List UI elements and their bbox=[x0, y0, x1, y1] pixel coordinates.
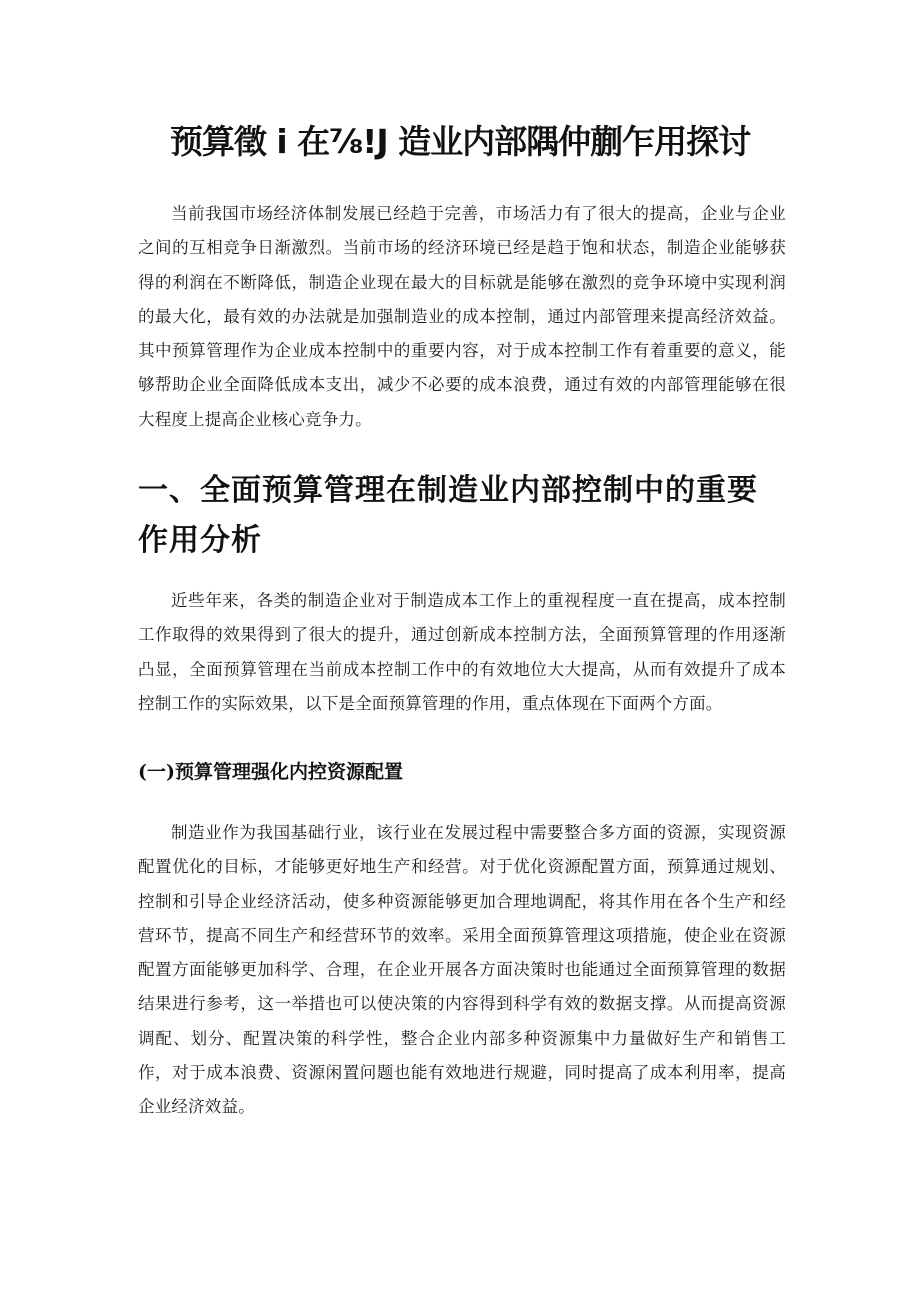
subsection-heading-1: (一)预算管理强化内控资源配置 bbox=[138, 761, 403, 783]
document-title: 预算徵 i 在⅞!J 造业内部隅仲蒯乍用探讨 bbox=[169, 122, 751, 161]
intro-paragraph: 当前我国市场经济体制发展已经趋于完善，市场活力有了很大的提高，企业与企业之间的互相竞争日渐激烈。当前市场的经济环境已经是趋于饱和状态，制造企业能够获得的利润在不断降低，制造企业现在最大的目标就是能够在激烈的竞争环境中实现利润的最大化，最有效的办法就是加强制造业的成本控制，通过内部管理来提高经济效益。其中预算管理作为企业成本控制中的重要内容，对于成本控制工作有着重要的意义，能够帮助企业全面降低成本支出，减少不必要的成本浪费，通过有效的内部管理能够在很大程度上提高企业核心竞争力。 bbox=[138, 204, 786, 429]
section-1-paragraph: 近些年来，各类的制造企业对于制造成本工作上的重视程度一直在提高，成本控制工作取得的效果得到了很大的提升，通过创新成本控制方法，全面预算管理的作用逐渐凸显，全面预算管理在当前成本控制工作中的有效地位大大提高，从而有效提升了成本控制工作的实际效果，以下是全面预算管理的作用，重点体现在下面两个方面。 bbox=[138, 591, 786, 713]
section-heading-1: 一、全面预算管理在制造业内部控制中的重要作用分析 bbox=[138, 473, 758, 558]
subsection-1-paragraph: 制造业作为我国基础行业，该行业在发展过程中需要整合多方面的资源，实现资源配置优化的目标，才能够更好地生产和经营。对于优化资源配置方面，预算通过规划、控制和引导企业经济活动，使多种资源能够更加合理地调配，将其作用在各个生产和经营环节，提高不同生产和经营环节的效率。采用全面预算管理这项措施，使企业在资源配置方面能够更加科学、合理，在企业开展各方面决策时也能通过全面预算管理的数据结果进行参考，这一举措也可以使决策的内容得到科学有效的数据支撑。从而提高资源调配、划分、配置决策的科学性，整合企业内部多种资源集中力量做好生产和销售工作，对于成本浪费、资源闲置问题也能有效地进行规避，同时提高了成本利用率，提高企业经济效益。 bbox=[138, 823, 786, 1117]
